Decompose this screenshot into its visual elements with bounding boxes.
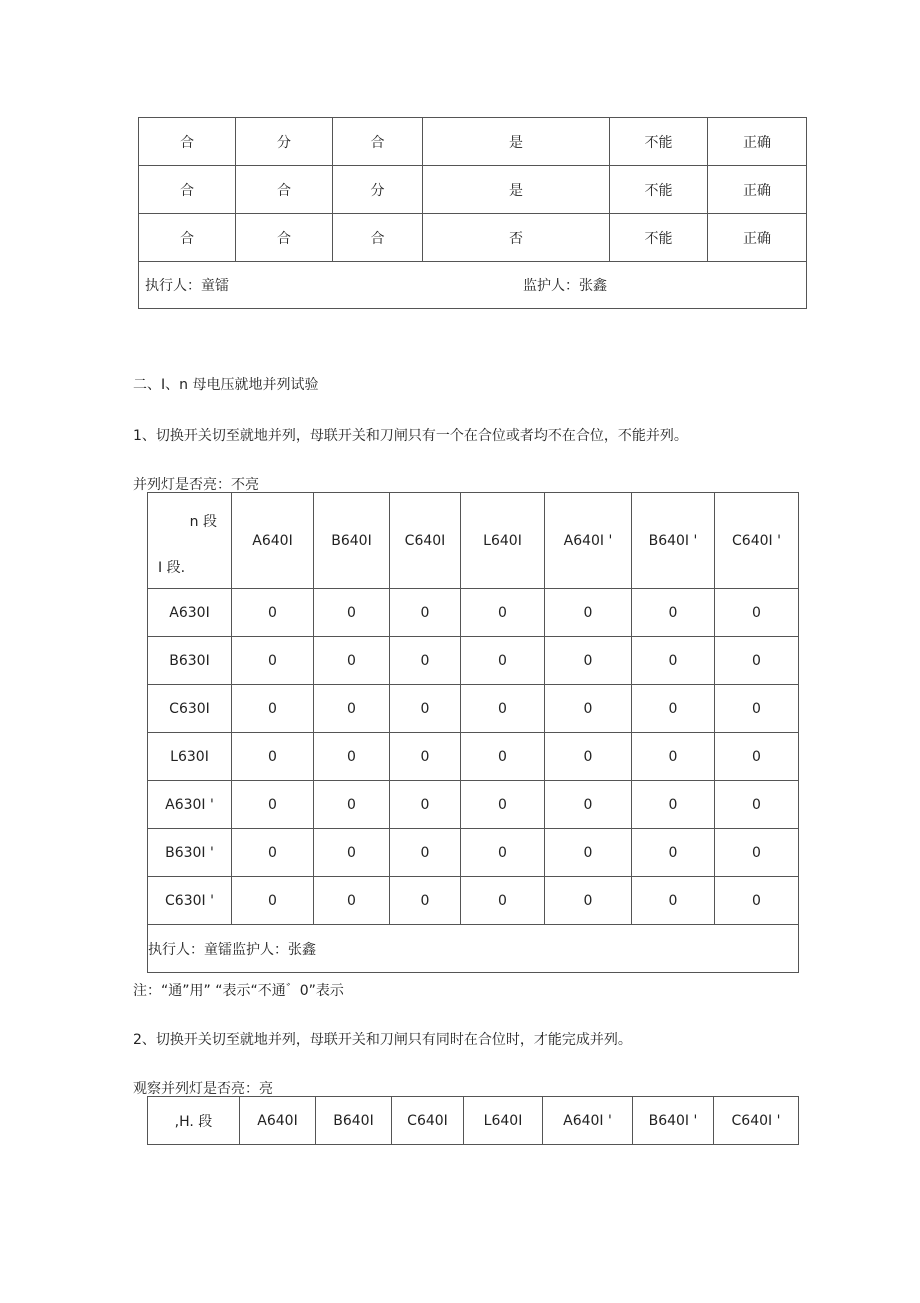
table-row	[148, 589, 799, 637]
lamp-status-2: 观察并列灯是否亮：亮	[133, 1081, 273, 1097]
table-cell: 0	[390, 877, 461, 925]
table-cell: 正确	[708, 118, 807, 166]
row-header: C630I '	[148, 877, 232, 925]
table-cell: 0	[632, 877, 715, 925]
table-cell: 是	[423, 118, 610, 166]
section-heading: 二、I、n 母电压就地并列试验	[133, 377, 319, 393]
item-1-text: 1、切换开关切至就地并列，母联开关和刀闸只有一个在合位或者均不在合位，不能并列。	[133, 428, 688, 444]
table-cell: 合	[333, 118, 423, 166]
column-header: A640I '	[543, 1097, 633, 1145]
table-cell: 0	[232, 829, 314, 877]
column-header: B640I	[314, 493, 390, 589]
table-cell: 0	[461, 781, 545, 829]
table-cell: 0	[545, 829, 632, 877]
table-cell: 0	[232, 733, 314, 781]
signature-row	[139, 262, 807, 309]
table-cell: 0	[632, 829, 715, 877]
table-cell: 0	[232, 877, 314, 925]
corner-header: ,H. 段	[148, 1097, 240, 1145]
table-cell: 0	[314, 637, 390, 685]
table-cell: 0	[390, 637, 461, 685]
table-cell: 0	[390, 733, 461, 781]
column-header: A640I	[240, 1097, 316, 1145]
table-cell: 不能	[610, 214, 708, 262]
table-cell: 分	[236, 118, 333, 166]
column-header: B640I '	[633, 1097, 714, 1145]
table-cell: 不能	[610, 166, 708, 214]
table-cell: 正确	[708, 214, 807, 262]
column-header: C640I '	[714, 1097, 799, 1145]
table-cell: 0	[632, 781, 715, 829]
row-header: A630I	[148, 589, 232, 637]
table-cell: 0	[715, 637, 799, 685]
table-row	[139, 118, 807, 166]
parallel-test-table-2	[147, 1096, 799, 1145]
table-row	[148, 685, 799, 733]
table-cell: 0	[232, 637, 314, 685]
supervisor-label: 监护人：张鑫	[523, 278, 607, 294]
parallel-test-table	[147, 492, 799, 973]
column-header: A640I	[232, 493, 314, 589]
table-cell: 0	[715, 781, 799, 829]
table-cell: 0	[632, 685, 715, 733]
table-cell: 0	[632, 733, 715, 781]
table-row	[148, 733, 799, 781]
column-header: A640I '	[545, 493, 632, 589]
table-header-row	[148, 1097, 799, 1145]
row-header: L630I	[148, 733, 232, 781]
table-cell: 0	[715, 685, 799, 733]
table-cell: 0	[461, 685, 545, 733]
table-row	[148, 637, 799, 685]
table-cell: 0	[461, 733, 545, 781]
table-cell: 0	[390, 781, 461, 829]
table-cell: 0	[545, 877, 632, 925]
row-header: B630I '	[148, 829, 232, 877]
table-cell: 0	[232, 781, 314, 829]
table-cell: 0	[715, 733, 799, 781]
table-row	[139, 214, 807, 262]
table-cell: 0	[390, 829, 461, 877]
table-cell: 合	[236, 214, 333, 262]
switch-state-table	[138, 117, 807, 309]
table-cell: 不能	[610, 118, 708, 166]
table-cell: 0	[461, 637, 545, 685]
column-header: C640I '	[715, 493, 799, 589]
table-cell: 0	[545, 781, 632, 829]
table-cell: 是	[423, 166, 610, 214]
table-cell: 0	[545, 637, 632, 685]
table-cell: 0	[232, 589, 314, 637]
column-header: L640I	[461, 493, 545, 589]
table-row	[148, 877, 799, 925]
table-cell: 0	[545, 733, 632, 781]
table-cell: 分	[333, 166, 423, 214]
table-cell: 0	[632, 589, 715, 637]
signature-cell	[139, 262, 807, 309]
table-cell: 合	[333, 214, 423, 262]
table-cell: 合	[236, 166, 333, 214]
table-row	[148, 781, 799, 829]
table-cell: 0	[545, 589, 632, 637]
column-header: B640I	[316, 1097, 392, 1145]
table-cell: 0	[314, 733, 390, 781]
table-cell: 0	[461, 829, 545, 877]
table-cell: 正确	[708, 166, 807, 214]
item-2-text: 2、切换开关切至就地并列，母联开关和刀闸只有同时在合位时，才能完成并列。	[133, 1032, 632, 1048]
table-cell: 0	[314, 829, 390, 877]
table-cell: 合	[139, 214, 236, 262]
table-cell: 0	[314, 877, 390, 925]
table-row	[148, 829, 799, 877]
table-cell: 0	[314, 685, 390, 733]
table-cell: 0	[390, 685, 461, 733]
column-header: B640I '	[632, 493, 715, 589]
table-cell: 合	[139, 118, 236, 166]
lamp-status-1: 并列灯是否亮：不亮	[133, 477, 259, 493]
table-cell: 合	[139, 166, 236, 214]
signature-cell: 执行人：童镭监护人：张鑫	[148, 925, 799, 973]
note-text: 注：“通”用” “表示“不通゛0”表示	[133, 983, 344, 999]
table-cell: 0	[632, 637, 715, 685]
column-header: L640I	[464, 1097, 543, 1145]
table-cell: 0	[715, 829, 799, 877]
table-cell: 0	[390, 589, 461, 637]
column-header: C640I	[392, 1097, 464, 1145]
row-header: A630I '	[148, 781, 232, 829]
table-row	[139, 166, 807, 214]
signature-row	[148, 925, 799, 973]
executor-label: 执行人：童镭	[145, 278, 229, 294]
table-cell: 0	[314, 781, 390, 829]
table-cell: 0	[715, 877, 799, 925]
table-cell: 0	[545, 685, 632, 733]
row-header: C630I	[148, 685, 232, 733]
table-cell: 0	[461, 877, 545, 925]
table-cell: 否	[423, 214, 610, 262]
table-cell: 0	[715, 589, 799, 637]
column-header: C640I	[390, 493, 461, 589]
row-header: B630I	[148, 637, 232, 685]
table-cell: 0	[461, 589, 545, 637]
corner-header	[148, 493, 232, 589]
table-header-row	[148, 493, 799, 589]
table-cell: 0	[232, 685, 314, 733]
table-cell: 0	[314, 589, 390, 637]
corner-bottom-label: I 段.	[158, 560, 186, 576]
corner-top-label: n 段	[189, 514, 217, 530]
